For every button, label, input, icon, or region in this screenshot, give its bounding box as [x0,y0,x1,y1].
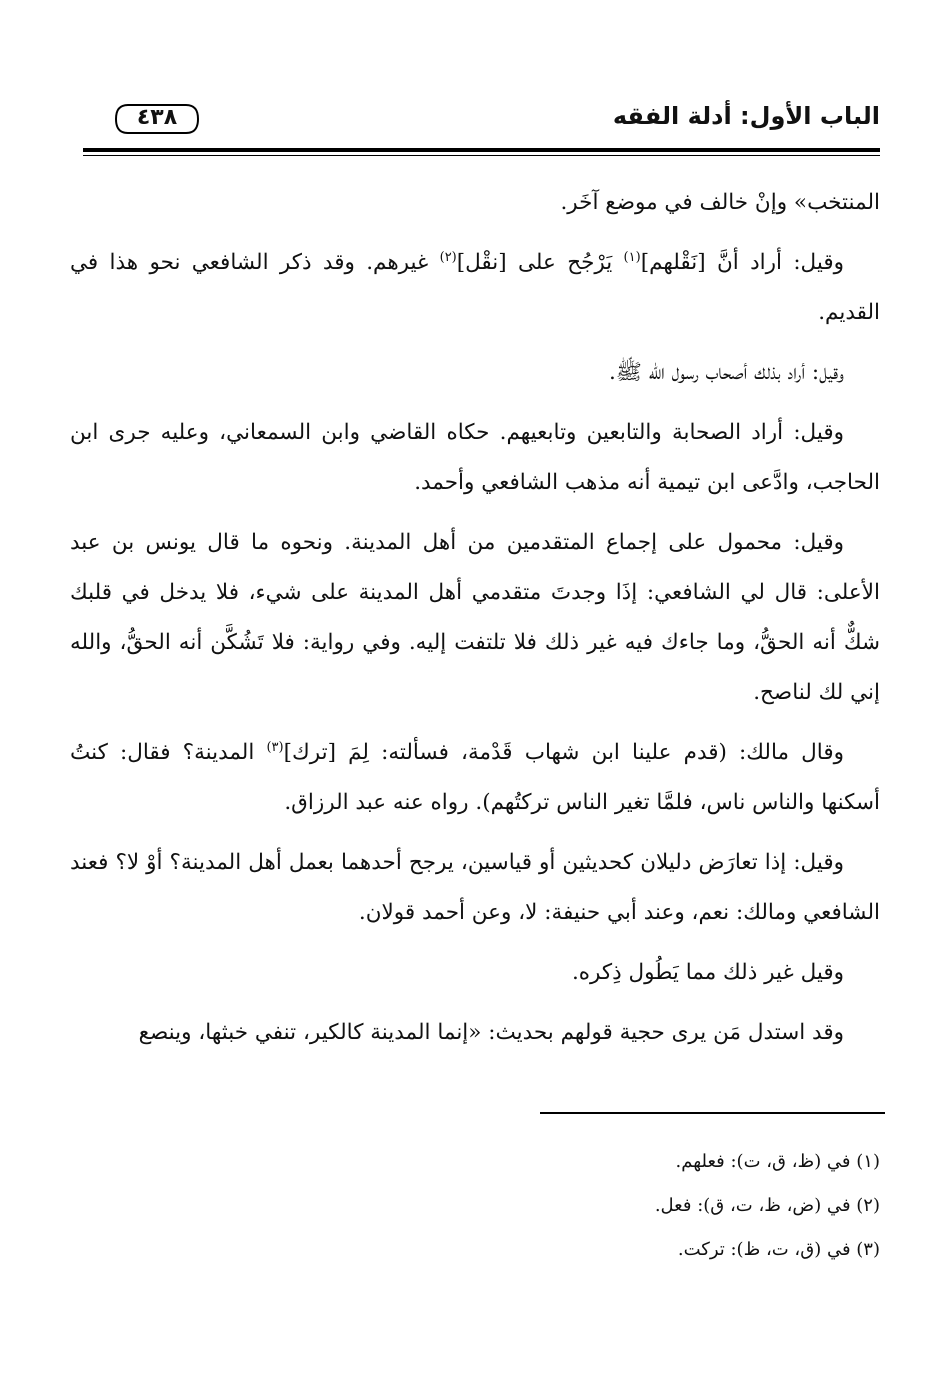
footnote: (١) في (ظ، ق، ت): فعلهم. [675,1151,880,1172]
paragraph [70,348,880,398]
footnotes [300,1140,880,1272]
footnote-ref: (٢) [439,249,457,265]
footnote: (٣) في (ق، ت، ظ): تركت. [677,1239,880,1260]
header-rule-thick [83,148,880,152]
text-run: وقيل: أراد أنَّ [نَقْلهم] [640,250,844,275]
text-run: وقيل غير ذلك مما يَطُول ذِكره. [571,960,844,985]
paragraph [70,518,880,718]
main-text [70,178,880,1068]
text-run: المدينة؟ فقال: كنتُ أسكنها والناس ناس، فلمَّا تغير الناس تركتُهم). رواه عنه عبد الرزاق. [70,740,880,815]
footnote-ref: (٣) [266,739,284,755]
text-run: وقيل: أراد الصحابة والتابعين وتابعيهم. حكاه القاضي وابن السمعاني، وعليه جرى ابن الحاجب، وادَّعى ابن تيمية أنه مذهب الشافعي وأحمد. [70,420,880,495]
paragraph [70,838,880,938]
text-run: يَرْجُح على [نقْل] [456,250,624,275]
paragraph [70,948,880,998]
paragraph [70,178,880,228]
page-number-badge [114,102,200,136]
text-run: وقيل: أراد بذلك أصحاب رسول الله ﷺ. [609,360,844,385]
text-run: وقيل: محمول على إجماع المتقدمين من أهل المدينة. ونحوه ما قال يونس بن عبد الأعلى: قال لي الشافعي: إذَا وجدتَ متقدمي أهل المدينة على شيء، فلا يدخل في قلبك شكٌّ أنه الحقُّ، وما جاءك فيه غير ذلك فلا تلتفت إليه. وفي رواية: فلا تَشُكَّن أنه الحقُّ، والله إني لك لناصح. [70,530,880,705]
text-run: وقيل: إذا تعارَض دليلان كحديثين أو قياسين، يرجح أحدهما بعمل أهل المدينة؟ أوْ لا؟ فعند الشافعي ومالك: نعم، وعند أبي حنيفة: لا، وعن أحمد قولان. [70,850,880,925]
paragraph [70,728,880,828]
footnote: (٢) في (ض، ظ، ت، ق): فعل. [654,1195,880,1216]
footnote-ref: (١) [623,249,641,265]
text-run: المنتخب» وإنْ خالف في موضع آخَر. [560,190,880,215]
header-rule-thin [83,155,880,156]
footnote-separator [540,1112,885,1114]
paragraph [70,408,880,508]
paragraph [70,238,880,338]
paragraph [70,1008,880,1058]
page-number: ٤٣٨ [136,105,178,130]
text-run: غيرهم. وقد ذكر الشافعي نحو هذا في القديم. [70,250,880,325]
text-run: وقال مالك: (قدم علينا ابن شهاب قَدْمة، فسألته: لِمَ [ترك] [283,740,844,765]
chapter-title: الباب الأول: أدلة الفقه [612,102,880,130]
text-run: وقد استدل مَن يرى حجية قولهم بحديث: «إنما المدينة كالكير، تنفي خبثها، وينصع [138,1020,844,1045]
page-header [80,96,880,152]
